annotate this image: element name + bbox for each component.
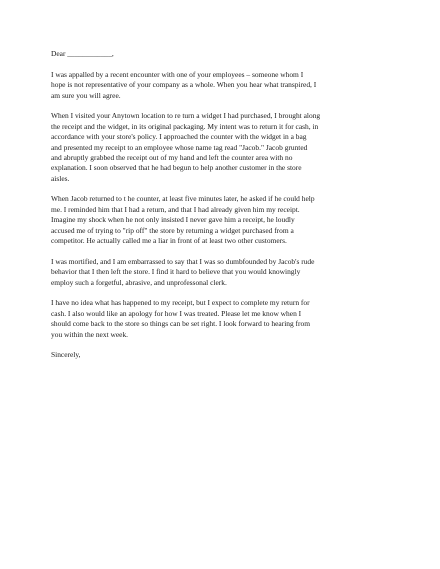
paragraph-line: accused me of trying to "rip off" the store by returning a widget purchased from a bbox=[51, 225, 294, 235]
paragraph-line: I was mortified, and I am embarrassed to say that I was so dumbfounded by Jacob's rude bbox=[51, 256, 315, 266]
paragraph-line: and abruptly grabbed the receipt out of my hand and left the counter area with no bbox=[51, 152, 293, 162]
paragraph-3 bbox=[51, 194, 391, 246]
salutation: Dear ____________, bbox=[51, 49, 114, 58]
paragraph-1 bbox=[51, 70, 391, 101]
paragraph-2 bbox=[51, 111, 391, 184]
paragraph-line: behavior that I then left the store. I find it hard to believe that you would knowingly bbox=[51, 267, 301, 277]
paragraph-line: competitor. He actually called me a liar in front of at least two other customers. bbox=[51, 236, 287, 246]
paragraph-5 bbox=[51, 298, 391, 340]
paragraph-line: should come back to the store so things can be set right. I look forward to hearing from bbox=[51, 319, 311, 329]
paragraph-line: am sure you will agree. bbox=[51, 90, 121, 100]
paragraph-4 bbox=[51, 257, 391, 288]
paragraph-line: explanation. I soon observed that he had begun to help another customer in the store bbox=[51, 163, 302, 173]
closing: Sincerely, bbox=[51, 350, 81, 360]
paragraph-line: the receipt and the widget, in its original packaging. My intent was to return it for cash, in bbox=[51, 121, 319, 131]
letter-body bbox=[51, 49, 391, 361]
paragraph-line: hope is not representative of your company as a whole. When you hear what transpired, I bbox=[51, 80, 317, 90]
paragraph-line: I was appalled by a recent encounter with one of your employees – someone whom I bbox=[51, 69, 304, 79]
paragraph-line: cash. I also would like an apology for how I was treated. Please let me know when I bbox=[51, 308, 302, 318]
paragraph-line: When Jacob returned to t he counter, at least five minutes later, he asked if he could help bbox=[51, 194, 315, 204]
paragraph-line: me. I reminded him that I had a return, and that I had already given him my receipt. bbox=[51, 204, 300, 214]
paragraph-line: aisles. bbox=[51, 173, 70, 183]
paragraph-line: employ such a forgetful, abrasive, and unprofessonal clerk. bbox=[51, 277, 227, 287]
paragraph-line: When I visited your Anytown location to re turn a widget I had purchased, I brought along bbox=[51, 111, 321, 121]
paragraph-line: you within the next week. bbox=[51, 329, 129, 339]
paragraph-line: Imagine my shock when he not only insisted I never gave him a receipt, he loudly bbox=[51, 215, 295, 225]
paragraph-line: accordance with your store's policy. I approached the counter with the widget in a bag bbox=[51, 132, 307, 142]
paragraph-line: I have no idea what has happened to my receipt, but I expect to complete my return for bbox=[51, 298, 310, 308]
paragraph-line: and presented my receipt to an employee whose name tag read "Jacob." Jacob grunted bbox=[51, 142, 308, 152]
